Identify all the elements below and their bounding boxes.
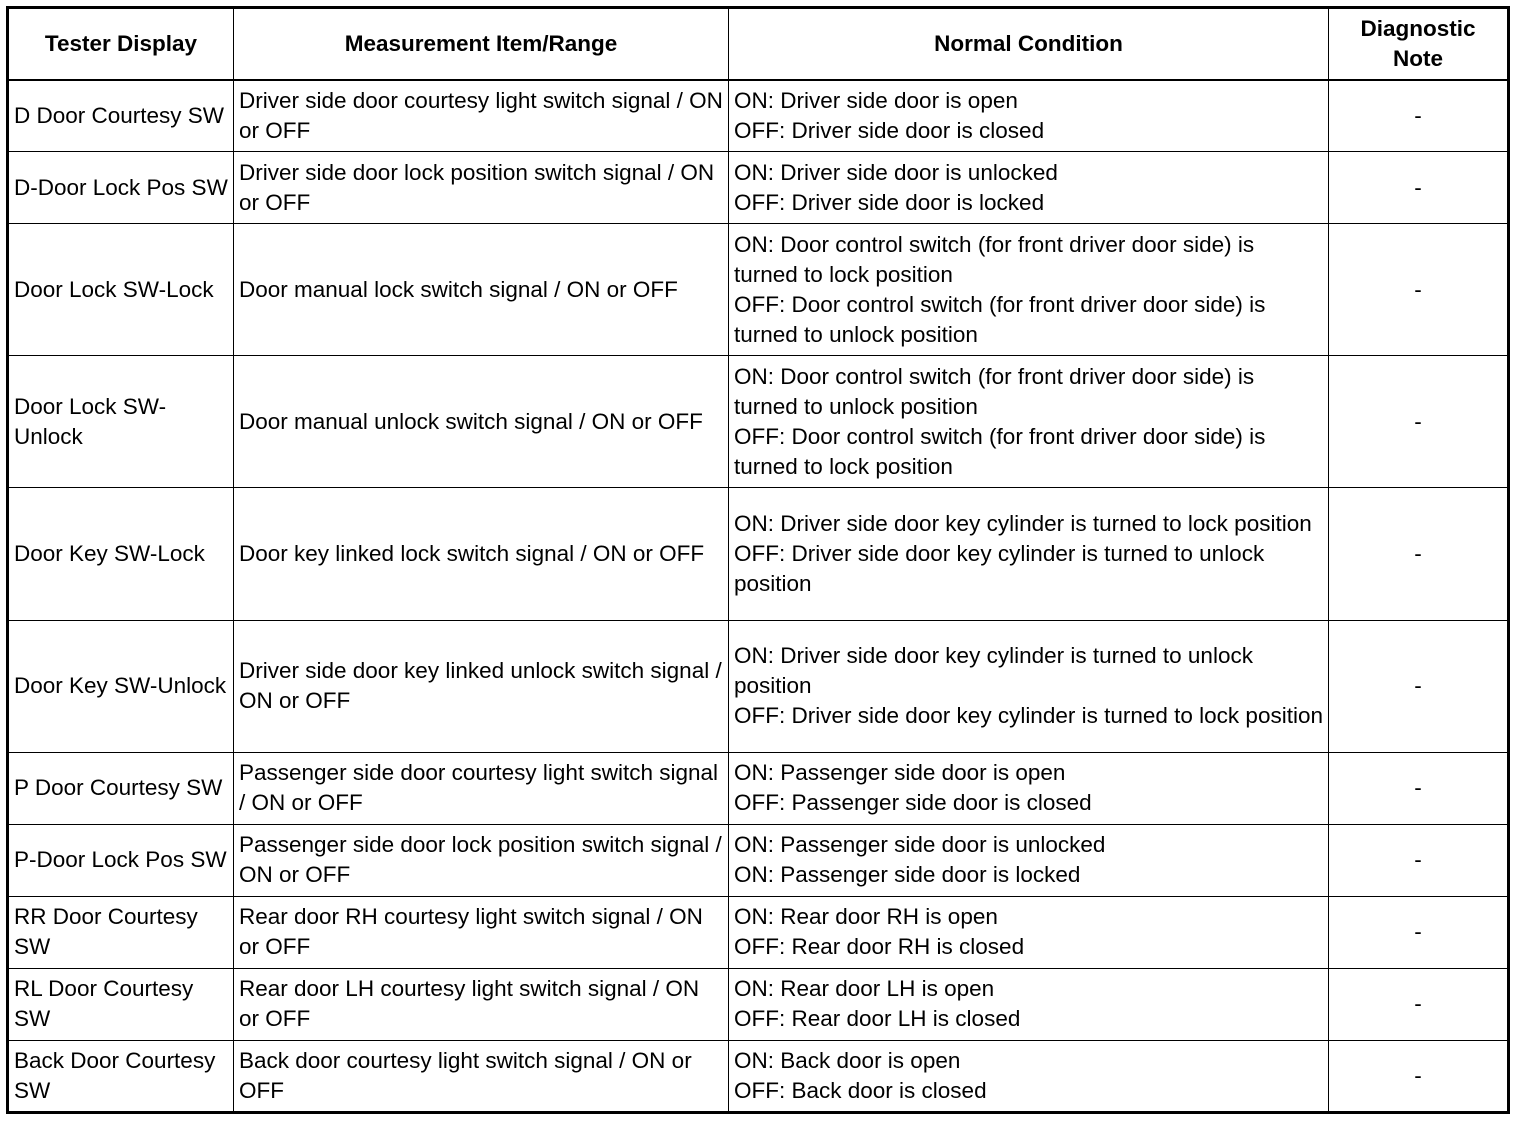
tester-display-cell: D Door Courtesy SW bbox=[8, 80, 234, 152]
table-row bbox=[8, 356, 1509, 488]
condition-on: ON: Rear door LH is open bbox=[734, 976, 995, 1002]
tester-display-cell: P-Door Lock Pos SW bbox=[8, 824, 234, 896]
condition-on: ON: Back door is open bbox=[734, 1047, 961, 1073]
diagnostic-note-cell: - bbox=[1329, 896, 1509, 968]
header-normal-condition: Normal Condition bbox=[729, 8, 1329, 80]
tester-display-cell: RL Door Courtesy SW bbox=[8, 968, 234, 1040]
condition-on: ON: Driver side door key cylinder is turned to lock position bbox=[734, 510, 1312, 536]
condition-off: OFF: Driver side door is closed bbox=[734, 117, 1045, 143]
normal-condition-cell bbox=[729, 752, 1329, 824]
condition-off: OFF: Door control switch (for front driver door side) is turned to lock position bbox=[734, 423, 1266, 479]
condition-off: ON: Passenger side door is locked bbox=[734, 862, 1081, 888]
header-tester-display: Tester Display bbox=[8, 8, 234, 80]
normal-condition-cell bbox=[729, 224, 1329, 356]
measurement-cell: Door key linked lock switch signal / ON or OFF bbox=[234, 488, 729, 620]
measurement-cell: Rear door LH courtesy light switch signal / ON or OFF bbox=[234, 968, 729, 1040]
diagnostic-note-cell: - bbox=[1329, 224, 1509, 356]
tester-display-cell: Door Key SW-Unlock bbox=[8, 620, 234, 752]
measurement-cell: Driver side door key linked unlock switch signal / ON or OFF bbox=[234, 620, 729, 752]
tester-display-cell: P Door Courtesy SW bbox=[8, 752, 234, 824]
table-row bbox=[8, 968, 1509, 1040]
table-row bbox=[8, 896, 1509, 968]
measurement-cell: Door manual lock switch signal / ON or OFF bbox=[234, 224, 729, 356]
normal-condition-cell bbox=[729, 896, 1329, 968]
condition-off: OFF: Rear door RH is closed bbox=[734, 934, 1025, 960]
condition-off: OFF: Driver side door key cylinder is turned to unlock position bbox=[734, 540, 1265, 596]
diagnostic-note-cell: - bbox=[1329, 152, 1509, 224]
tester-display-cell: Door Lock SW-Unlock bbox=[8, 356, 234, 488]
measurement-cell: Driver side door courtesy light switch signal / ON or OFF bbox=[234, 80, 729, 152]
normal-condition-cell bbox=[729, 968, 1329, 1040]
diagnostic-note-cell: - bbox=[1329, 488, 1509, 620]
diagnostic-note-cell: - bbox=[1329, 1040, 1509, 1112]
table-row bbox=[8, 224, 1509, 356]
condition-on: ON: Driver side door is open bbox=[734, 87, 1018, 113]
condition-on: ON: Door control switch (for front driver door side) is turned to unlock position bbox=[734, 363, 1255, 419]
condition-off: OFF: Door control switch (for front driver door side) is turned to unlock position bbox=[734, 291, 1266, 347]
diagnostic-note-cell: - bbox=[1329, 824, 1509, 896]
condition-on: ON: Door control switch (for front driver door side) is turned to lock position bbox=[734, 231, 1255, 287]
tester-display-cell: D-Door Lock Pos SW bbox=[8, 152, 234, 224]
normal-condition-cell bbox=[729, 356, 1329, 488]
condition-off: OFF: Back door is closed bbox=[734, 1077, 987, 1103]
table-row bbox=[8, 620, 1509, 752]
header-diagnostic-note: Diagnostic Note bbox=[1329, 8, 1509, 80]
header-row bbox=[8, 8, 1509, 80]
table-row bbox=[8, 1040, 1509, 1112]
header-measurement-item: Measurement Item/Range bbox=[234, 8, 729, 80]
table-row bbox=[8, 752, 1509, 824]
table-row bbox=[8, 488, 1509, 620]
tester-display-cell: RR Door Courtesy SW bbox=[8, 896, 234, 968]
normal-condition-cell bbox=[729, 824, 1329, 896]
normal-condition-cell bbox=[729, 620, 1329, 752]
diagnostic-note-cell: - bbox=[1329, 356, 1509, 488]
normal-condition-cell bbox=[729, 1040, 1329, 1112]
tester-display-cell: Door Key SW-Lock bbox=[8, 488, 234, 620]
condition-off: OFF: Passenger side door is closed bbox=[734, 790, 1092, 816]
table-row bbox=[8, 152, 1509, 224]
measurement-cell: Passenger side door courtesy light switch signal / ON or OFF bbox=[234, 752, 729, 824]
normal-condition-cell bbox=[729, 80, 1329, 152]
diagnostic-note-cell: - bbox=[1329, 620, 1509, 752]
table-row bbox=[8, 80, 1509, 152]
condition-on: ON: Driver side door key cylinder is turned to unlock position bbox=[734, 643, 1253, 699]
condition-off: OFF: Driver side door key cylinder is turned to lock position bbox=[734, 703, 1323, 729]
table-row bbox=[8, 824, 1509, 896]
measurement-cell: Rear door RH courtesy light switch signal / ON or OFF bbox=[234, 896, 729, 968]
condition-on: ON: Passenger side door is open bbox=[734, 760, 1066, 786]
diagnostic-note-cell: - bbox=[1329, 752, 1509, 824]
condition-on: ON: Rear door RH is open bbox=[734, 904, 998, 930]
condition-off: OFF: Driver side door is locked bbox=[734, 189, 1045, 215]
tester-display-cell: Back Door Courtesy SW bbox=[8, 1040, 234, 1112]
normal-condition-cell bbox=[729, 152, 1329, 224]
condition-off: OFF: Rear door LH is closed bbox=[734, 1006, 1021, 1032]
tester-display-cell: Door Lock SW-Lock bbox=[8, 224, 234, 356]
normal-condition-cell bbox=[729, 488, 1329, 620]
measurement-cell: Door manual unlock switch signal / ON or OFF bbox=[234, 356, 729, 488]
measurement-cell: Driver side door lock position switch signal / ON or OFF bbox=[234, 152, 729, 224]
diagnostic-note-cell: - bbox=[1329, 968, 1509, 1040]
measurement-cell: Passenger side door lock position switch signal / ON or OFF bbox=[234, 824, 729, 896]
condition-on: ON: Driver side door is unlocked bbox=[734, 159, 1058, 185]
diagnostic-note-cell: - bbox=[1329, 80, 1509, 152]
condition-on: ON: Passenger side door is unlocked bbox=[734, 832, 1106, 858]
measurement-cell: Back door courtesy light switch signal / ON or OFF bbox=[234, 1040, 729, 1112]
data-list-table bbox=[6, 6, 1510, 1114]
